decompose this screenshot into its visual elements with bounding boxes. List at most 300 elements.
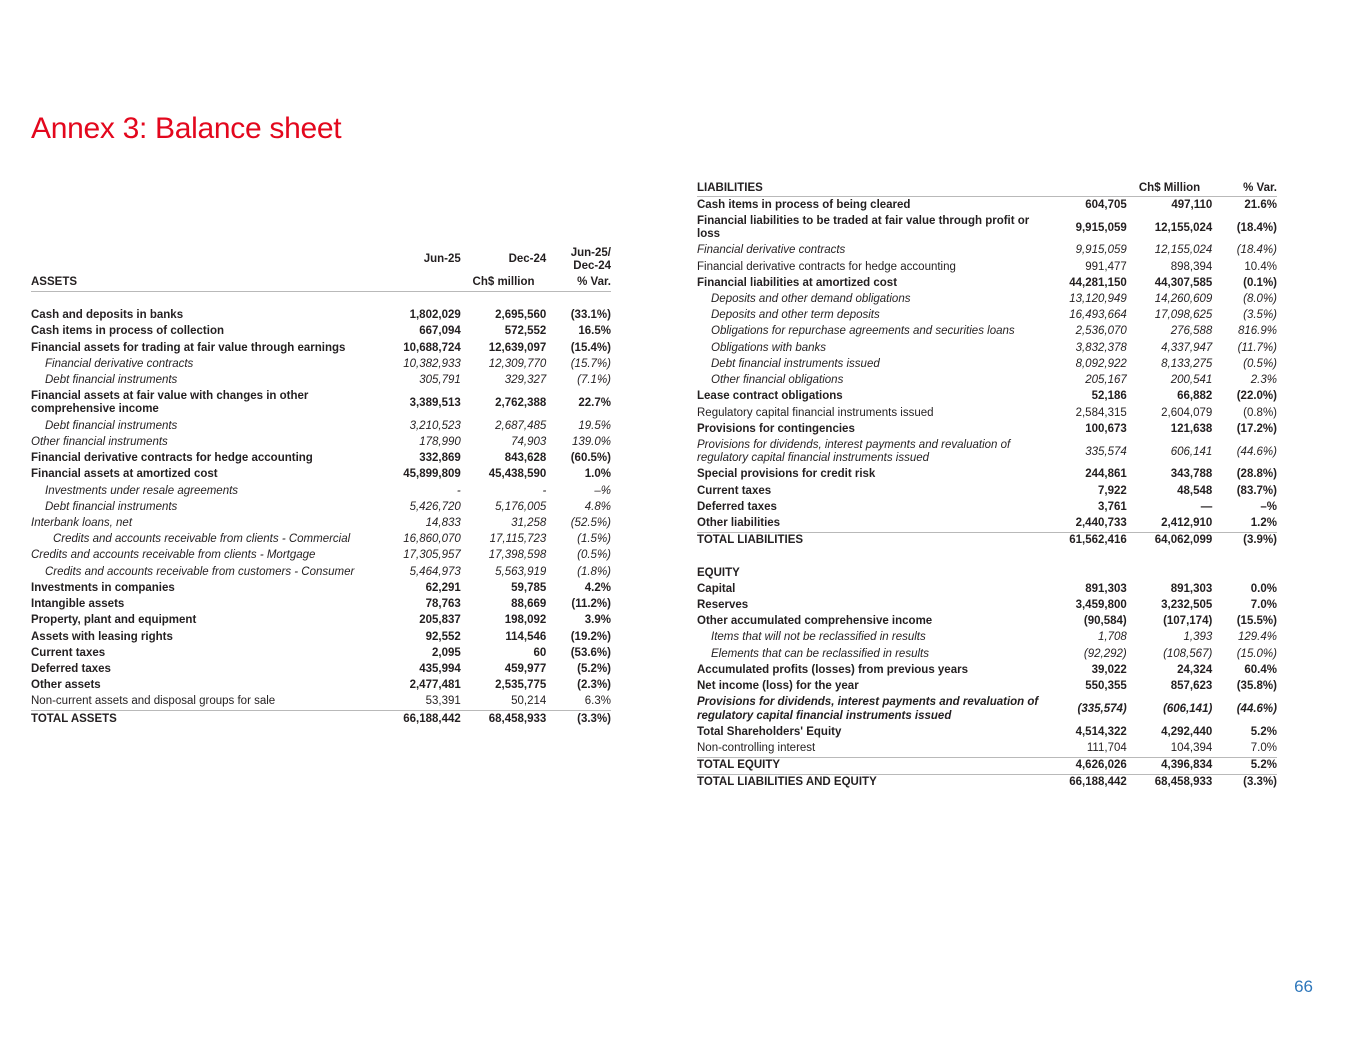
row-value-previous: 4,396,834 (1161, 759, 1213, 772)
row-label: Non-current assets and disposal groups for sale (31, 694, 375, 711)
row-label: Financial assets for trading at fair value through earnings (31, 341, 346, 354)
row-value-variation: (33.1%) (570, 309, 611, 322)
table-row (31, 340, 611, 356)
row-value-current: 44,281,150 (1069, 276, 1127, 289)
row-value-variation: (15.0%) (1236, 647, 1277, 660)
assets-var-label: % Var. (546, 274, 611, 291)
row-value-variation: (44.6%) (1236, 702, 1277, 715)
row-value-variation: (2.3%) (577, 679, 611, 692)
row-value-variation: (3.5%) (1243, 309, 1277, 322)
row-value-variation: 816.9% (1237, 325, 1277, 338)
row-label: Investments under resale agreements (45, 484, 239, 497)
row-value-current: 92,552 (425, 630, 461, 643)
row-value-variation: 4.2% (584, 581, 611, 594)
row-value-current: 66,188,442 (1041, 774, 1127, 791)
row-value-current: 244,861 (1085, 468, 1127, 481)
row-value-current: 61,562,416 (1041, 532, 1127, 549)
row-value-previous: 17,398,598 (488, 549, 547, 562)
row-label: Net income (loss) for the year (697, 680, 859, 693)
assets-units-header-row (31, 274, 611, 291)
row-label: Financial derivative contracts for hedge accounting (31, 452, 313, 465)
row-label: TOTAL EQUITY (697, 759, 781, 772)
row-label: Credits and accounts receivable from clients - Commercial (53, 533, 351, 546)
row-value-variation: (3.3%) (577, 712, 611, 725)
row-value-previous: 12,639,097 (488, 341, 547, 354)
table-row (697, 724, 1277, 740)
row-value-variation: 19.5% (578, 419, 611, 432)
row-value-current: 2,477,481 (409, 679, 461, 692)
row-value-previous: 2,687,485 (495, 419, 547, 432)
row-label: Financial assets at fair value with changes in other comprehensive income (31, 390, 309, 416)
row-value-previous: 17,115,723 (489, 533, 547, 546)
table-row (31, 580, 611, 596)
row-value-variation: (7.1%) (577, 374, 611, 387)
table-row (697, 695, 1277, 724)
row-label: Obligations for repurchase agreements and securities loans (711, 325, 1015, 338)
liabilities-var-label: % Var. (1212, 180, 1277, 197)
row-value-previous: 2,412,910 (1161, 517, 1213, 530)
row-value-variation: (0.8%) (1243, 406, 1277, 419)
row-value-variation: (11.2%) (571, 598, 611, 611)
assets-header-col3-line1: Jun-25/ (570, 246, 611, 259)
row-label: Provisions for dividends, interest payments and revaluation of regulatory capital financial instruments issued (697, 696, 1039, 722)
table-row (31, 564, 611, 580)
row-value-variation: 4.8% (584, 500, 611, 513)
row-value-previous: 60 (533, 646, 547, 659)
row-value-current: 39,022 (1091, 663, 1127, 676)
row-value-current: 45,899,809 (403, 468, 461, 481)
row-value-current: 3,389,513 (409, 396, 461, 409)
liabilities-header-row (697, 180, 1277, 197)
row-value-variation: –% (594, 484, 611, 497)
row-value-previous: 343,788 (1170, 468, 1213, 481)
page-title: Annex 3: Balance sheet (31, 112, 342, 145)
assets-units-value: Ch$ million (461, 274, 547, 291)
table-row (31, 356, 611, 372)
row-value-previous: (108,567) (1163, 647, 1213, 660)
row-value-variation: 129.4% (1237, 631, 1277, 644)
row-label: Total Shareholders' Equity (697, 725, 842, 738)
row-label: Items that will not be reclassified in results (711, 631, 926, 644)
liabilities-table (697, 180, 1277, 791)
row-value-variation: (18.4%) (1236, 244, 1277, 257)
table-row (31, 678, 611, 694)
row-value-variation: 10.4% (1244, 260, 1277, 273)
row-value-current: (92,292) (1083, 647, 1127, 660)
row-value-variation: (0.5%) (577, 549, 611, 562)
row-label: Deferred taxes (31, 662, 111, 675)
row-value-current: 17,305,957 (403, 549, 461, 562)
row-value-previous: 68,458,933 (1127, 774, 1213, 791)
row-value-current: 100,673 (1085, 422, 1127, 435)
row-value-current: 991,477 (1085, 260, 1127, 273)
row-value-current: 1,802,029 (409, 309, 461, 322)
row-label: Financial assets at amortized cost (31, 468, 218, 481)
row-label: Financial liabilities to be traded at fair value through profit or loss (697, 214, 1030, 241)
row-value-variation: (5.2%) (577, 662, 611, 675)
row-label: Lease contract obligations (697, 390, 843, 403)
row-label: Financial liabilities at amortized cost (697, 276, 898, 289)
row-label: Assets with leasing rights (31, 630, 173, 643)
row-value-variation: (83.7%) (1236, 484, 1277, 497)
row-value-variation: 1.0% (584, 468, 611, 481)
table-row (697, 630, 1277, 646)
row-label: Obligations with banks (711, 341, 827, 354)
row-label: Deposits and other demand obligations (711, 293, 911, 306)
row-value-previous: 121,638 (1170, 422, 1213, 435)
table-row (697, 243, 1277, 259)
table-row (697, 597, 1277, 613)
assets-header-col2: Dec-24 (508, 253, 547, 266)
row-value-previous: 276,588 (1170, 325, 1213, 338)
row-value-variation: (28.8%) (1236, 468, 1277, 481)
row-value-current: 3,761 (1097, 500, 1127, 513)
row-label: Non-controlling interest (697, 740, 1041, 757)
table-row (697, 662, 1277, 678)
table-row (697, 614, 1277, 630)
row-value-previous: 843,628 (504, 452, 547, 465)
table-row (697, 483, 1277, 499)
assets-header-col3-line2: Dec-24 (573, 259, 611, 272)
row-value-previous: — (1200, 500, 1213, 513)
row-label: Current taxes (31, 646, 106, 659)
row-label: Regulatory capital financial instruments issued (697, 406, 934, 419)
row-value-variation: 5.2% (1250, 759, 1277, 772)
row-label: Credits and accounts receivable from customers - Consumer (45, 565, 355, 578)
row-label: Deposits and other term deposits (711, 309, 880, 322)
row-value-variation: (52.5%) (570, 517, 611, 529)
row-value-previous: 497,110 (1171, 198, 1213, 211)
row-label: TOTAL LIABILITIES (697, 532, 1041, 549)
table-row (697, 356, 1277, 372)
row-value-current: 10,382,933 (403, 357, 461, 370)
row-value-previous: 44,307,585 (1154, 276, 1213, 289)
row-value-previous: 45,438,590 (488, 468, 547, 481)
row-value-variation: (53.6%) (570, 646, 611, 659)
row-value-variation: 2.3% (1250, 374, 1277, 387)
table-row (697, 405, 1277, 421)
table-row (697, 467, 1277, 483)
row-label: TOTAL ASSETS (31, 712, 117, 725)
row-label: Provisions for contingencies (697, 422, 855, 435)
row-label: Elements that can be reclassified in results (711, 647, 929, 660)
row-label: Financial derivative contracts (697, 244, 846, 257)
row-label: Interbank loans, net (31, 517, 133, 529)
table-row (31, 548, 611, 564)
row-value-variation: 7.0% (1212, 740, 1277, 757)
table-row (697, 740, 1277, 757)
row-value-previous: 17,098,625 (1154, 309, 1213, 322)
liabilities-table-panel (697, 180, 1277, 791)
row-value-previous: 606,141 (1170, 445, 1213, 458)
assets-table-panel (31, 245, 611, 727)
row-value-previous: 59,785 (511, 581, 547, 594)
row-value-previous: 572,552 (504, 325, 547, 338)
row-value-variation: (60.5%) (570, 452, 611, 465)
row-value-variation: 6.3% (546, 694, 611, 711)
table-row (31, 516, 611, 532)
row-value-variation: 16.5% (578, 325, 611, 338)
row-value-previous: 891,303 (1170, 582, 1213, 595)
row-value-current: 7,922 (1097, 484, 1127, 497)
table-row (697, 421, 1277, 437)
page-number: 66 (1294, 977, 1313, 996)
row-value-previous: 12,155,024 (1154, 221, 1213, 234)
row-label: Capital (697, 582, 736, 595)
table-row (31, 629, 611, 645)
row-value-current: 13,120,949 (1069, 293, 1127, 306)
row-value-current: 3,459,800 (1075, 598, 1127, 611)
row-value-current: (90,584) (1083, 615, 1127, 628)
table-row (31, 499, 611, 515)
row-value-previous: 88,669 (511, 598, 547, 611)
table-row (697, 516, 1277, 533)
row-label: Debt financial instruments (45, 500, 178, 513)
row-label: Special provisions for credit risk (697, 468, 876, 481)
table-row (697, 646, 1277, 662)
row-value-variation: (17.2%) (1236, 422, 1277, 435)
table-row (697, 774, 1277, 791)
row-value-current: 10,688,724 (403, 341, 461, 354)
row-value-current: (335,574) (1077, 702, 1127, 715)
table-row (697, 213, 1277, 242)
row-value-previous: 459,977 (504, 662, 547, 675)
assets-header-blank (31, 245, 375, 274)
row-value-current: 550,355 (1085, 680, 1127, 693)
row-value-variation: (0.1%) (1243, 276, 1277, 289)
row-value-variation: 0.0% (1250, 582, 1277, 595)
liabilities-units-spacer (1041, 180, 1127, 197)
row-value-current: 3,832,378 (1075, 341, 1127, 354)
row-value-variation: –% (1260, 500, 1277, 513)
row-value-current: 9,915,059 (1075, 221, 1127, 234)
row-value-previous: 200,541 (1170, 374, 1213, 387)
row-value-current: 8,092,922 (1075, 357, 1127, 370)
equity-spacer-row (697, 549, 1277, 565)
row-value-previous: 64,062,099 (1127, 532, 1213, 549)
row-value-variation: 60.4% (1244, 663, 1277, 676)
row-value-previous: 8,133,275 (1161, 357, 1213, 370)
row-label: Other accumulated comprehensive income (697, 615, 933, 628)
table-row (697, 275, 1277, 291)
table-row (31, 434, 611, 450)
row-value-variation: (8.0%) (1243, 293, 1277, 306)
row-value-previous: 329,327 (504, 374, 547, 387)
row-value-previous: 104,394 (1127, 740, 1213, 757)
row-value-variation: 22.7% (578, 396, 611, 409)
table-row (31, 694, 611, 711)
table-row (697, 532, 1277, 549)
row-label: Provisions for dividends, interest payments and revaluation of regulatory capital financial instruments issued (697, 439, 1011, 465)
row-value-variation: (22.0%) (1236, 390, 1277, 403)
row-label: Intangible assets (31, 598, 125, 611)
row-value-previous: 5,563,919 (495, 565, 547, 578)
row-value-variation: (18.4%) (1236, 221, 1277, 234)
assets-rows (31, 308, 611, 728)
row-value-current: 111,704 (1041, 740, 1127, 757)
row-label: Cash items in process of being cleared (697, 198, 911, 211)
row-value-previous: 5,176,005 (495, 500, 547, 513)
table-row (31, 661, 611, 677)
row-value-current: 5,464,973 (409, 565, 461, 578)
table-row (697, 259, 1277, 275)
row-value-previous: 3,232,505 (1161, 598, 1213, 611)
row-value-current: 4,626,026 (1075, 759, 1127, 772)
row-value-current: 2,536,070 (1075, 325, 1127, 338)
row-value-previous: 2,604,079 (1161, 406, 1213, 419)
row-value-current: 2,584,315 (1075, 406, 1127, 419)
row-value-variation: (0.5%) (1243, 357, 1277, 370)
table-row (31, 645, 611, 661)
row-value-variation: 1.2% (1250, 517, 1277, 530)
table-row (697, 373, 1277, 389)
row-value-previous: 12,155,024 (1154, 244, 1213, 257)
row-value-variation: (15.5%) (1236, 615, 1277, 628)
row-value-previous: - (542, 484, 547, 497)
row-value-variation: 7.0% (1250, 598, 1277, 611)
assets-table (31, 245, 611, 727)
row-label: Accumulated profits (losses) from previous years (697, 663, 968, 676)
table-row (697, 340, 1277, 356)
row-value-current: 3,210,523 (409, 419, 461, 432)
row-label: Property, plant and equipment (31, 614, 197, 627)
assets-period-header-row (31, 245, 611, 274)
row-value-variation: (3.9%) (1212, 532, 1277, 549)
row-label: Other financial obligations (711, 374, 844, 387)
row-value-variation: (1.5%) (577, 533, 611, 546)
row-value-current: 9,915,059 (1075, 244, 1127, 257)
row-value-current: 62,291 (425, 581, 461, 594)
liabilities-section-label: LIABILITIES (697, 180, 1041, 197)
table-row (31, 597, 611, 613)
row-label: Debt financial instruments (45, 374, 178, 387)
row-value-previous: 4,337,947 (1161, 341, 1213, 354)
row-value-current: 604,705 (1085, 198, 1127, 211)
row-label: Other financial instruments (31, 435, 168, 448)
table-row (31, 373, 611, 389)
row-value-previous: 2,535,775 (495, 679, 547, 692)
table-row (697, 679, 1277, 695)
row-value-current: 78,763 (425, 598, 461, 611)
row-value-current: 891,303 (1085, 582, 1127, 595)
table-row (697, 499, 1277, 515)
row-value-previous: 31,258 (511, 517, 547, 529)
table-row (31, 308, 611, 324)
row-value-current: 14,833 (425, 517, 461, 529)
row-label: Investments in companies (31, 581, 175, 594)
row-label: Reserves (697, 598, 749, 611)
row-value-variation: (19.2%) (570, 630, 611, 643)
table-row (31, 389, 611, 418)
row-value-previous: 198,092 (504, 614, 547, 627)
row-value-previous: 68,458,933 (488, 712, 547, 725)
row-label: Financial derivative contracts for hedge accounting (697, 260, 956, 273)
table-row (31, 613, 611, 629)
row-value-variation: (1.8%) (577, 565, 611, 578)
row-label: Financial derivative contracts (45, 357, 194, 370)
row-value-variation: 139.0% (571, 435, 611, 448)
row-value-current: 5,426,720 (409, 500, 461, 513)
row-value-current: 435,994 (419, 662, 461, 675)
row-value-variation: (15.7%) (570, 357, 611, 370)
row-label: Other liabilities (697, 517, 781, 530)
table-row (697, 324, 1277, 340)
row-label: Other assets (31, 679, 101, 692)
table-row (697, 757, 1277, 774)
row-label: Current taxes (697, 484, 772, 497)
row-value-variation: (15.4%) (570, 341, 611, 354)
table-row (697, 197, 1277, 214)
row-value-current: 335,574 (1085, 445, 1127, 458)
row-value-previous: 14,260,609 (1154, 293, 1213, 306)
row-value-variation: 5.2% (1250, 725, 1277, 738)
table-row (31, 451, 611, 467)
row-label: Debt financial instruments issued (711, 357, 880, 370)
row-value-previous: 114,546 (505, 630, 547, 643)
row-label: Cash items in process of collection (31, 325, 224, 338)
row-value-previous: 898,394 (1170, 260, 1213, 273)
row-value-current: 667,094 (419, 325, 461, 338)
row-value-current: 66,188,442 (403, 712, 461, 725)
table-row (697, 438, 1277, 467)
row-value-previous: 50,214 (461, 694, 547, 711)
row-value-previous: 4,292,440 (1161, 725, 1213, 738)
equity-rows (697, 581, 1277, 791)
row-value-current: 178,990 (419, 435, 461, 448)
row-value-previous: (107,174) (1163, 615, 1213, 628)
row-label: Credits and accounts receivable from clients - Mortgage (31, 549, 316, 562)
row-value-current: - (456, 484, 461, 497)
row-value-variation: (35.8%) (1236, 680, 1277, 693)
row-value-current: 205,167 (1085, 374, 1127, 387)
row-value-previous: 74,903 (511, 435, 547, 448)
row-value-current: 2,440,733 (1075, 517, 1127, 530)
table-row (31, 467, 611, 483)
row-value-variation: (11.7%) (1237, 341, 1277, 354)
row-value-previous: (606,141) (1163, 702, 1213, 715)
row-value-current: 205,837 (419, 614, 461, 627)
table-row (697, 308, 1277, 324)
row-value-previous: 857,623 (1170, 680, 1213, 693)
row-value-previous: 1,393 (1183, 631, 1213, 644)
row-value-current: 2,095 (431, 646, 461, 659)
assets-section-label: ASSETS (31, 274, 375, 291)
assets-header-col1: Jun-25 (423, 253, 461, 266)
row-label: Deferred taxes (697, 500, 777, 513)
table-row (31, 532, 611, 548)
row-value-previous: 24,324 (1177, 663, 1213, 676)
liabilities-rows (697, 197, 1277, 549)
assets-spacer-row (31, 291, 611, 308)
row-value-variation: 3.9% (584, 614, 611, 627)
row-value-previous: 66,882 (1177, 390, 1213, 403)
equity-section-title-row (697, 565, 1277, 581)
row-value-variation: (44.6%) (1236, 445, 1277, 458)
row-value-previous: 2,762,388 (495, 396, 547, 409)
row-value-previous: 2,695,560 (495, 309, 547, 322)
row-value-current: 1,708 (1097, 631, 1127, 644)
row-value-current: 52,186 (1091, 390, 1127, 403)
equity-section-label: EQUITY (697, 566, 740, 579)
table-row (31, 483, 611, 499)
row-value-current: 16,860,070 (403, 533, 461, 546)
row-value-current: 53,391 (375, 694, 461, 711)
row-value-current: 16,493,664 (1069, 309, 1127, 322)
assets-units-label (375, 274, 461, 291)
table-row (31, 418, 611, 434)
row-value-previous: 12,309,770 (488, 357, 547, 370)
table-row (697, 389, 1277, 405)
